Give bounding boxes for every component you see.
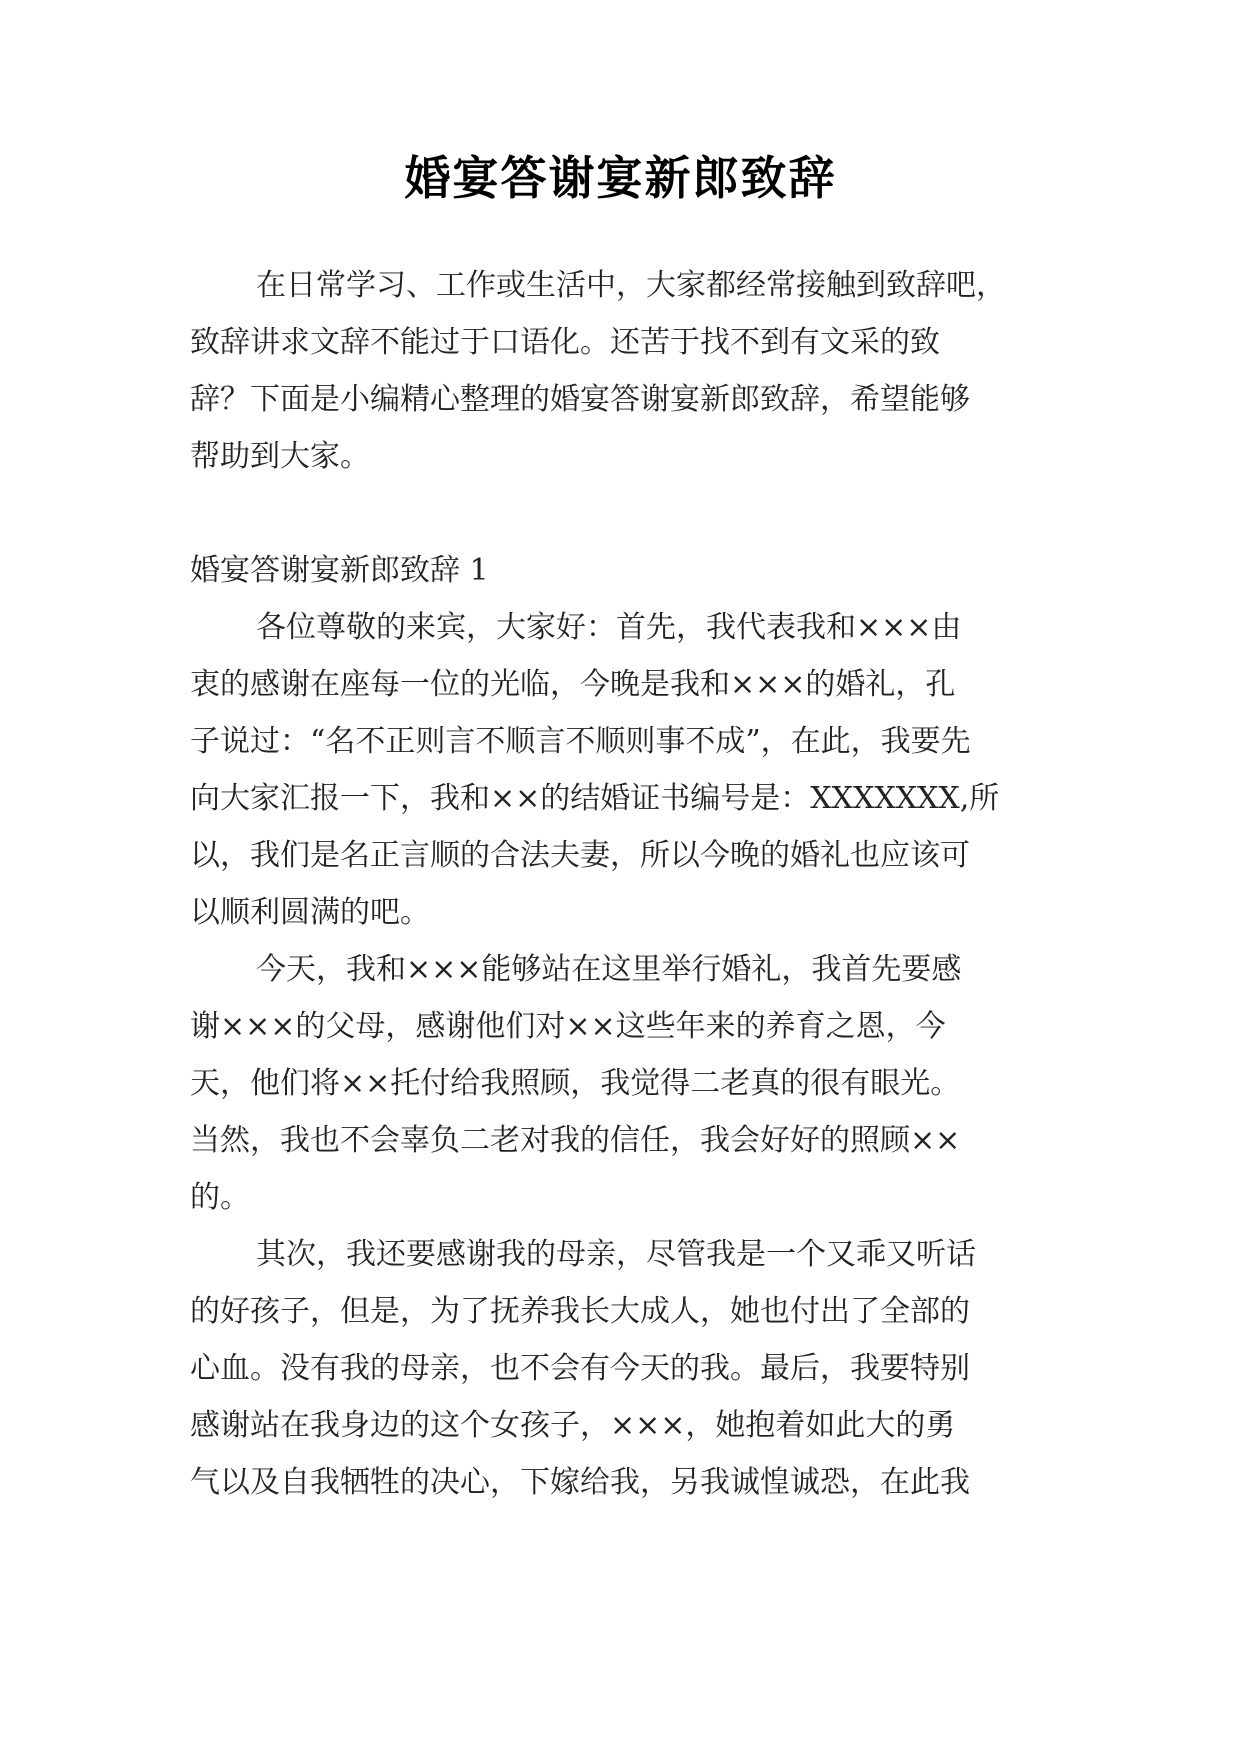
paragraph-line: 谢×××的父母，感谢他们对××这些年来的养育之恩，今 [190, 1009, 946, 1044]
paragraph-line: 各位尊敬的来宾，大家好：首先，我代表我和×××由 [256, 610, 962, 645]
paragraph-line: 子说过：“名不正则言不顺言不顺则事不成”，在此，我要先 [190, 724, 971, 759]
section-heading: 婚宴答谢宴新郎致辞 1 [190, 553, 489, 588]
intro-line: 在日常学习、工作或生活中，大家都经常接触到致辞吧， [256, 268, 1006, 303]
paragraph-line: 其次，我还要感谢我的母亲，尽管我是一个又乖又听话 [256, 1237, 976, 1272]
paragraph-line: 当然，我也不会辜负二老对我的信任，我会好好的照顾×× [190, 1123, 961, 1158]
intro-line: 帮助到大家。 [190, 439, 370, 474]
paragraph-line: 心血。没有我的母亲，也不会有今天的我。最后，我要特别 [190, 1351, 970, 1386]
paragraph-line: 气以及自我牺牲的决心，下嫁给我，另我诚惶诚恐，在此我 [190, 1465, 970, 1500]
paragraph-line: 天，他们将××托付给我照顾，我觉得二老真的很有眼光。 [190, 1066, 961, 1101]
paragraph-line: 今天，我和×××能够站在这里举行婚礼，我首先要感 [256, 952, 962, 987]
paragraph-line: 向大家汇报一下，我和××的结婚证书编号是：XXXXXXX,所 [190, 781, 1000, 816]
paragraph-line: 以顺利圆满的吧。 [190, 895, 430, 930]
paragraph-line: 的好孩子，但是，为了抚养我长大成人，她也付出了全部的 [190, 1294, 970, 1329]
paragraph-line: 以，我们是名正言顺的合法夫妻，所以今晚的婚礼也应该可 [190, 838, 970, 873]
intro-line: 辞？下面是小编精心整理的婚宴答谢宴新郎致辞，希望能够 [190, 382, 970, 417]
intro-line: 致辞讲求文辞不能过于口语化。还苦于找不到有文采的致 [190, 325, 940, 360]
document-title: 婚宴答谢宴新郎致辞 [404, 151, 837, 205]
paragraph-line: 的。 [190, 1180, 250, 1215]
paragraph-line: 感谢站在我身边的这个女孩子，×××，她抱着如此大的勇 [190, 1408, 956, 1443]
paragraph-line: 衷的感谢在座每一位的光临，今晚是我和×××的婚礼，孔 [190, 667, 956, 702]
